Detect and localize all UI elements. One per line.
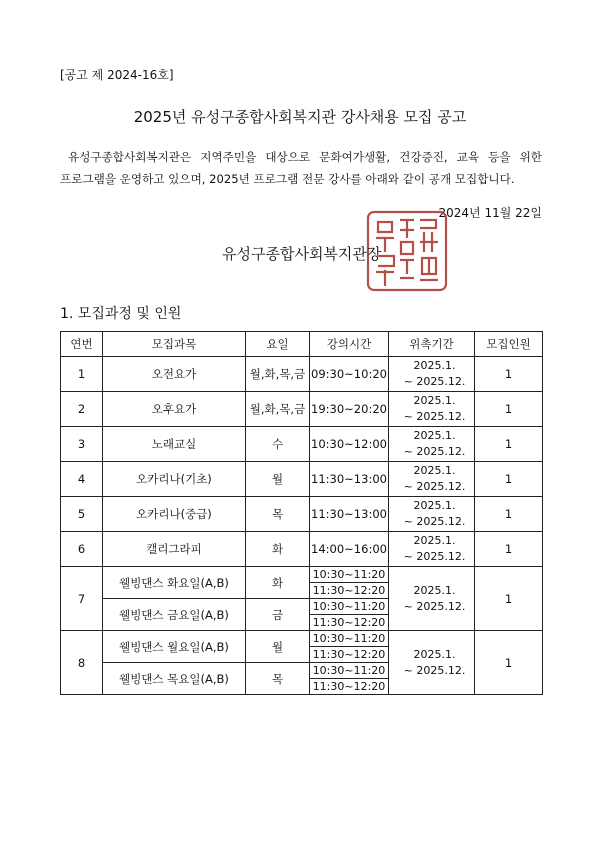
time-cell: 11:30~12:20 <box>310 615 389 631</box>
period-range <box>389 583 474 615</box>
period-range <box>389 533 474 565</box>
header-count: 모집인원 <box>475 332 543 357</box>
period-end: ~ 2025.12. <box>403 375 466 388</box>
count-cell: 1 <box>475 462 543 497</box>
intro-paragraph: 유성구종합사회복지관은 지역주민을 대상으로 문화여가생활, 건강증진, 교육 등을 위한 프로그램을 운영하고 있으며, 2025년 프로그램 전문 강사를 아래와 같이 공개 모집합니다. <box>60 150 542 186</box>
row-number: 4 <box>61 462 103 497</box>
period-start: 2025.1. <box>413 464 456 477</box>
period-end: ~ 2025.12. <box>403 550 466 563</box>
count-cell: 1 <box>475 357 543 392</box>
header-subject: 모집과목 <box>103 332 246 357</box>
period-start: 2025.1. <box>413 534 456 547</box>
time-cell: 10:30~11:20 <box>310 567 389 583</box>
day-cell: 금 <box>246 599 310 631</box>
subject-cell: 캘리그라피 <box>103 532 246 567</box>
table-row <box>61 462 543 497</box>
count-cell: 1 <box>475 567 543 631</box>
header-no: 연번 <box>61 332 103 357</box>
time-cell: 11:30~13:00 <box>310 497 389 532</box>
table-row <box>61 631 543 647</box>
period-range <box>389 358 474 390</box>
subject-cell: 오전요가 <box>103 357 246 392</box>
table-header-row <box>61 332 543 357</box>
period-end: ~ 2025.12. <box>403 445 466 458</box>
notice-number: [공고 제 2024-16호] <box>60 68 174 82</box>
subject-cell: 오카리나(기초) <box>103 462 246 497</box>
day-cell: 목 <box>246 663 310 695</box>
period-start: 2025.1. <box>413 499 456 512</box>
period-end: ~ 2025.12. <box>403 515 466 528</box>
announcement-date: 2024년 11월 22일 <box>438 206 542 220</box>
row-number: 5 <box>61 497 103 532</box>
period-range <box>389 428 474 460</box>
subject-cell: 웰빙댄스 화요일(A,B) <box>103 567 246 599</box>
count-cell: 1 <box>475 631 543 695</box>
subject-cell: 웰빙댄스 금요일(A,B) <box>103 599 246 631</box>
period-range <box>389 647 474 679</box>
day-cell: 월 <box>246 462 310 497</box>
day-cell: 월,화,목,금 <box>246 392 310 427</box>
period-start: 2025.1. <box>413 583 456 597</box>
table-row <box>61 532 543 567</box>
time-cell: 10:30~11:20 <box>310 663 389 679</box>
table-row <box>61 497 543 532</box>
count-cell: 1 <box>475 392 543 427</box>
row-number: 8 <box>61 631 103 695</box>
period-range <box>389 498 474 530</box>
period-end: ~ 2025.12. <box>403 480 466 493</box>
subject-cell: 오후요가 <box>103 392 246 427</box>
day-cell: 월,화,목,금 <box>246 357 310 392</box>
time-cell: 10:30~11:20 <box>310 599 389 615</box>
period-range <box>389 463 474 495</box>
time-cell: 14:00~16:00 <box>310 532 389 567</box>
subject-cell: 웰빙댄스 목요일(A,B) <box>103 663 246 695</box>
row-number: 7 <box>61 567 103 631</box>
section-heading: 1. 모집과정 및 인원 <box>60 306 182 322</box>
period-start: 2025.1. <box>413 429 456 442</box>
count-cell: 1 <box>475 427 543 462</box>
day-cell: 월 <box>246 631 310 663</box>
period-cell <box>389 462 475 497</box>
header-period: 위촉기간 <box>389 332 475 357</box>
subject-cell: 웰빙댄스 월요일(A,B) <box>103 631 246 663</box>
time-cell: 11:30~12:20 <box>310 583 389 599</box>
period-range <box>389 393 474 425</box>
time-cell: 11:30~13:00 <box>310 462 389 497</box>
period-end: ~ 2025.12. <box>403 599 466 613</box>
table-row <box>61 392 543 427</box>
issuer-name: 유성구종합사회복지관장 <box>222 245 382 263</box>
time-cell: 19:30~20:20 <box>310 392 389 427</box>
time-cell: 09:30~10:20 <box>310 357 389 392</box>
period-cell <box>389 567 475 631</box>
time-cell: 10:30~11:20 <box>310 631 389 647</box>
period-cell <box>389 631 475 695</box>
row-number: 2 <box>61 392 103 427</box>
header-time: 강의시간 <box>310 332 389 357</box>
day-cell: 수 <box>246 427 310 462</box>
period-cell <box>389 497 475 532</box>
day-cell: 화 <box>246 532 310 567</box>
day-cell: 화 <box>246 567 310 599</box>
row-number: 1 <box>61 357 103 392</box>
table-row <box>61 357 543 392</box>
time-cell: 11:30~12:20 <box>310 647 389 663</box>
period-cell <box>389 392 475 427</box>
period-start: 2025.1. <box>413 394 456 407</box>
table-row <box>61 427 543 462</box>
period-start: 2025.1. <box>413 647 456 661</box>
recruitment-table <box>60 331 543 695</box>
subject-cell: 오카리나(중급) <box>103 497 246 532</box>
document-title: 2025년 유성구종합사회복지관 강사채용 모집 공고 <box>133 108 467 126</box>
period-end: ~ 2025.12. <box>403 410 466 423</box>
period-end: ~ 2025.12. <box>403 663 466 677</box>
row-number: 6 <box>61 532 103 567</box>
count-cell: 1 <box>475 532 543 567</box>
time-cell: 10:30~12:00 <box>310 427 389 462</box>
period-start: 2025.1. <box>413 359 456 372</box>
count-cell: 1 <box>475 497 543 532</box>
table-row <box>61 567 543 583</box>
period-cell <box>389 357 475 392</box>
subject-cell: 노래교실 <box>103 427 246 462</box>
period-cell <box>389 427 475 462</box>
header-day: 요일 <box>246 332 310 357</box>
time-cell: 11:30~12:20 <box>310 679 389 695</box>
day-cell: 목 <box>246 497 310 532</box>
period-cell <box>389 532 475 567</box>
row-number: 3 <box>61 427 103 462</box>
